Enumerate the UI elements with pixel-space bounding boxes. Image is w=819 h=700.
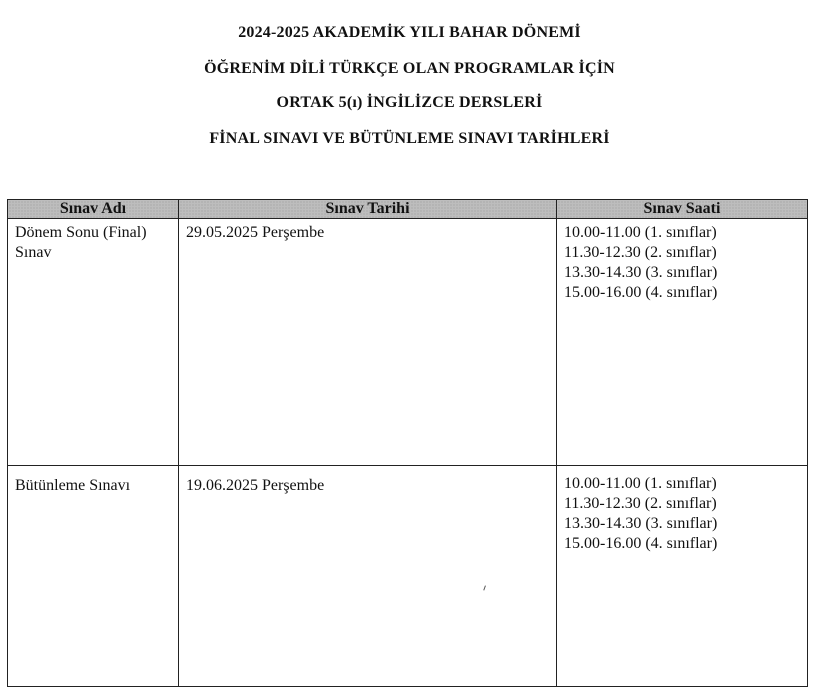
header-programs: ÖĞRENİM DİLİ TÜRKÇE OLAN PROGRAMLAR İÇİN xyxy=(204,60,615,77)
exam-date-cell xyxy=(179,465,557,686)
time-slot: 15.00-16.00 (4. sınıflar) xyxy=(564,534,718,552)
exam-time-cell xyxy=(557,465,808,686)
header-exam-dates: FİNAL SINAVI VE BÜTÜNLEME SINAVI TARİHLERİ xyxy=(209,130,610,147)
exam-schedule-table xyxy=(7,199,808,687)
time-slot: 15.00-16.00 (4. sınıflar) xyxy=(564,284,718,301)
table-header-row xyxy=(8,200,808,219)
table-row xyxy=(8,219,808,466)
exam-date: 29.05.2025 Perşembe xyxy=(186,224,325,241)
exam-time-list xyxy=(557,219,807,303)
header-academic-year: 2024-2025 AKADEMİK YILI BAHAR DÖNEMİ xyxy=(238,24,581,41)
header-course: ORTAK 5(ı) İNGİLİZCE DERSLERİ xyxy=(276,94,543,111)
time-slot: 11.30-12.30 (2. sınıflar) xyxy=(564,494,717,512)
time-slot: 10.00-11.00 (1. sınıflar) xyxy=(564,224,717,241)
time-slot: 13.30-14.30 (3. sınıflar) xyxy=(564,514,718,532)
exam-name-cell xyxy=(8,465,179,686)
table-row xyxy=(8,465,808,686)
time-slot: 10.00-11.00 (1. sınıflar) xyxy=(564,474,717,492)
exam-time-list xyxy=(557,466,807,554)
column-header-exam-date: Sınav Tarihi xyxy=(179,200,557,219)
exam-name-cell xyxy=(8,219,179,466)
time-slot: 13.30-14.30 (3. sınıflar) xyxy=(564,264,718,281)
column-header-exam-name: Sınav Adı xyxy=(8,200,179,219)
column-header-exam-time: Sınav Saati xyxy=(557,200,808,219)
exam-date: 19.06.2025 Perşembe xyxy=(186,476,325,494)
exam-date-cell xyxy=(179,219,557,466)
exam-name: Bütünleme Sınavı xyxy=(15,476,131,494)
exam-time-cell xyxy=(557,219,808,466)
exam-name: Dönem Sonu (Final) Sınav xyxy=(15,224,147,261)
time-slot: 11.30-12.30 (2. sınıflar) xyxy=(564,244,717,261)
